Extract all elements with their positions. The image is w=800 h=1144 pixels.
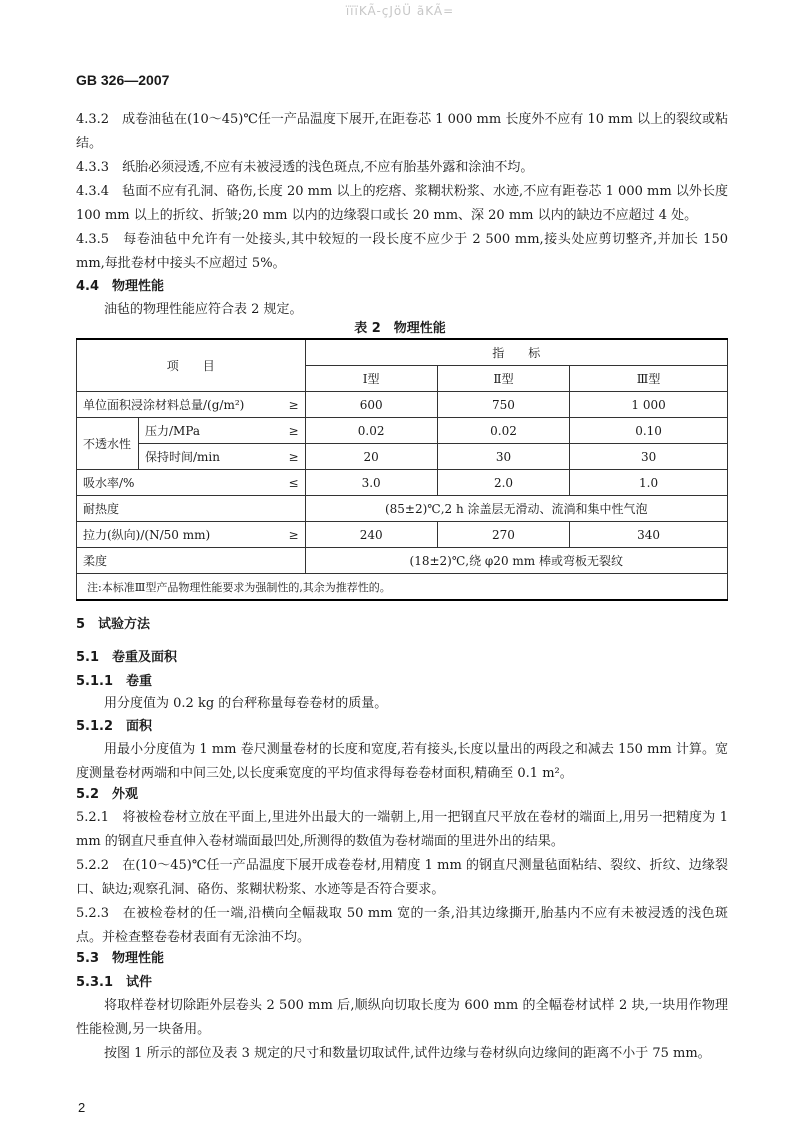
- table-note: 注:本标准Ⅲ型产品物理性能要求为强制性的,其余为推荐性的。: [77, 574, 728, 601]
- table-row-heat-resistance: [77, 496, 728, 522]
- row-symbol: ≤: [269, 470, 306, 496]
- clause-4-3-3: 4.3.3 纸胎必须浸透,不应有未被浸透的浅色斑点,不应有胎基外露和涂油不均。: [76, 160, 534, 175]
- row-value-merged: (18±2)℃,绕 φ20 mm 棒或弯板无裂纹: [305, 548, 728, 574]
- row-value-type-1: 600: [305, 392, 437, 418]
- row-value-type-1: 20: [305, 444, 437, 470]
- row-label: 柔度: [77, 548, 306, 574]
- table-row-pressure: [77, 418, 728, 444]
- section-4-4-text: 油毡的物理性能应符合表 2 规定。: [104, 302, 303, 317]
- clause-5-2-2: 5.2.2 在(10～45)℃任一产品温度下展开成卷卷材,用精度 1 mm 的钢直尺测量毡面粘结、裂纹、折纹、边缘裂口、缺边;观察孔洞、硌伤、浆糊状粉浆、水迹等是否符合要求。: [76, 858, 728, 897]
- row-symbol: ≥: [269, 392, 306, 418]
- row-value-type-2: 30: [437, 444, 569, 470]
- section-5-1-2-heading: 5.1.2 面积: [76, 719, 153, 734]
- row-value-type-3: 340: [570, 522, 728, 548]
- table-header-index: 指 标: [305, 339, 728, 366]
- row-value-merged: (85±2)℃,2 h 涂盖层无滑动、流淌和集中性气泡: [305, 496, 728, 522]
- row-value-type-2: 0.02: [437, 418, 569, 444]
- section-5-1-heading: 5.1 卷重及面积: [76, 650, 178, 665]
- row-value-type-1: 3.0: [305, 470, 437, 496]
- clause-4-3-2: 4.3.2 成卷油毡在(10～45)℃任一产品温度下展开,在距卷芯 1 000 mm 长度外不应有 10 mm 以上的裂纹或粘结。: [76, 112, 728, 151]
- table-row-hold-time: [77, 444, 728, 470]
- page-number: 2: [78, 1100, 86, 1115]
- table-header-type-3: Ⅲ型: [570, 366, 728, 392]
- row-symbol: ≥: [269, 444, 306, 470]
- row-label: 耐热度: [77, 496, 306, 522]
- clause-4-3-4: 4.3.4 毡面不应有孔洞、硌伤,长度 20 mm 以上的疙瘩、浆糊状粉浆、水迹,不应有距卷芯 1 000 mm 以外长度 100 mm 以上的折纹、折皱;20 mm 以内的边缘裂口或长 20 mm、深 20 mm 以内的缺边不应超过 4 处。: [76, 184, 728, 223]
- table-header-item: 项 目: [77, 339, 306, 392]
- section-5-heading: 5 试验方法: [76, 617, 151, 632]
- row-value-type-2: 750: [437, 392, 569, 418]
- row-value-type-2: 270: [437, 522, 569, 548]
- row-label: 吸水率/%: [77, 470, 269, 496]
- row-label: 单位面积浸涂材料总量/(g/m²): [77, 392, 269, 418]
- section-5-1-1-heading: 5.1.1 卷重: [76, 674, 153, 689]
- clause-4-3-5: 4.3.5 每卷油毡中允许有一处接头,其中较短的一段长度不应少于 2 500 mm,接头处应剪切整齐,并加长 150 mm,每批卷材中接头不应超过 5%。: [76, 232, 728, 271]
- section-5-1-2-text: 用最小分度值为 1 mm 卷尺测量卷材的长度和宽度,若有接头,长度以量出的两段之和减去 150 mm 计算。宽度测量卷材两端和中间三处,以长度乘宽度的平均值求得每卷卷材面积,精确至 0.1 m²。: [76, 742, 728, 781]
- row-value-type-3: 0.10: [570, 418, 728, 444]
- table-row-tensile: [77, 522, 728, 548]
- row-label: 保持时间/min: [139, 444, 269, 470]
- clause-5-2-1: 5.2.1 将被检卷材立放在平面上,里进外出最大的一端朝上,用一把钢直尺平放在卷材的端面上,用另一把精度为 1 mm 的钢直尺垂直伸入卷材端面最凹处,所测得的数值为卷材端面的里进外出的结果。: [76, 810, 728, 849]
- table-header-type-2: Ⅱ型: [437, 366, 569, 392]
- row-label: 压力/MPa: [139, 418, 269, 444]
- watermark-text: ïïïKÃ-çJöÜ ãKÃ=: [345, 4, 455, 18]
- row-value-type-2: 2.0: [437, 470, 569, 496]
- row-symbol: ≥: [269, 522, 306, 548]
- table-header-type-1: Ⅰ型: [305, 366, 437, 392]
- section-4-4-heading: 4.4 物理性能: [76, 279, 165, 294]
- section-5-1-1-text: 用分度值为 0.2 kg 的台秤称量每卷卷材的质量。: [104, 696, 388, 711]
- section-5-3-1-text-b: 按图 1 所示的部位及表 3 规定的尺寸和数量切取试件,试件边缘与卷材纵向边缘间的距离不小于 75 mm。: [104, 1046, 711, 1061]
- section-5-2-heading: 5.2 外观: [76, 787, 139, 802]
- table-2-physical-properties: [76, 338, 728, 601]
- clause-5-2-3: 5.2.3 在被检卷材的任一端,沿横向全幅裁取 50 mm 宽的一条,沿其边缘撕开,胎基内不应有未被浸透的浅色斑点。并检查整卷卷材表面有无涂油不均。: [76, 906, 728, 945]
- row-label: 拉力(纵向)/(N/50 mm): [77, 522, 269, 548]
- table-row-water-absorption: [77, 470, 728, 496]
- row-value-type-1: 240: [305, 522, 437, 548]
- row-group-label: 不透水性: [77, 418, 139, 470]
- row-value-type-3: 1 000: [570, 392, 728, 418]
- row-value-type-3: 30: [570, 444, 728, 470]
- row-symbol: ≥: [269, 418, 306, 444]
- row-value-type-3: 1.0: [570, 470, 728, 496]
- section-5-3-1-heading: 5.3.1 试件: [76, 975, 153, 990]
- standard-code: GB 326—2007: [76, 72, 170, 88]
- table-row-mass: [77, 392, 728, 418]
- table-2-title: 表 2 物理性能: [354, 321, 446, 336]
- row-value-type-1: 0.02: [305, 418, 437, 444]
- section-5-3-heading: 5.3 物理性能: [76, 951, 165, 966]
- section-5-3-1-text-a: 将取样卷材切除距外层卷头 2 500 mm 后,顺纵向切取长度为 600 mm 的全幅卷材试样 2 块,一块用作物理性能检测,另一块备用。: [76, 998, 728, 1037]
- table-row-flexibility: [77, 548, 728, 574]
